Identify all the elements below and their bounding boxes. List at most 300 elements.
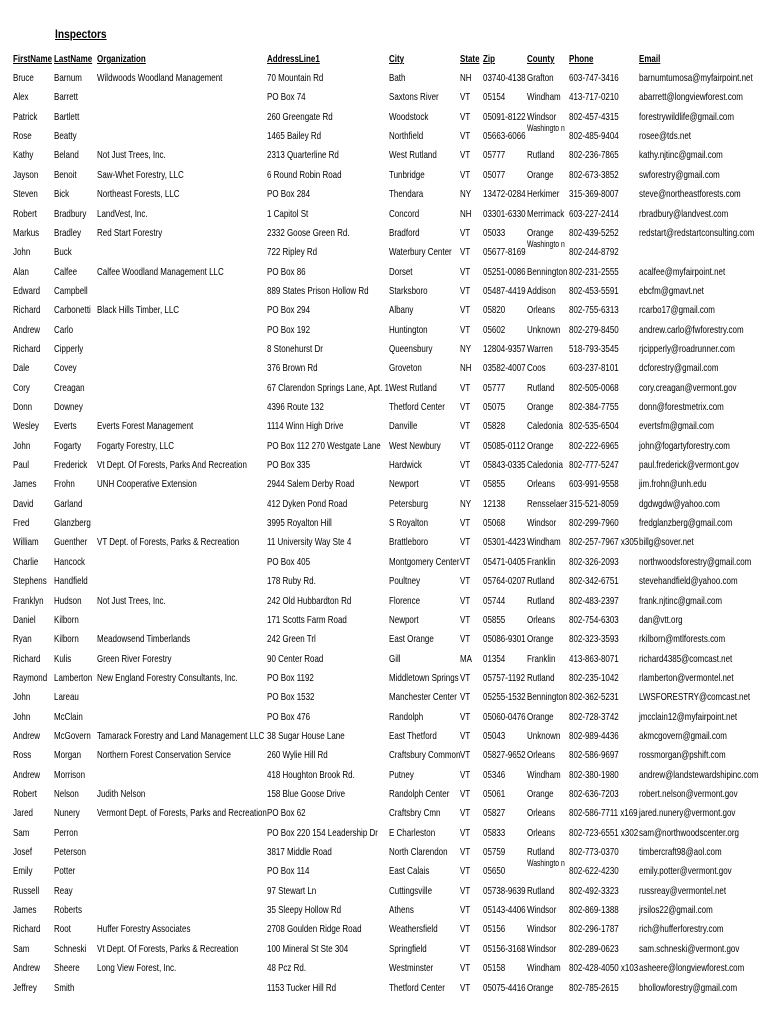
cell-city: Concord <box>389 207 420 220</box>
cell-first: Franklyn <box>13 594 44 607</box>
cell-org: New England Forestry Consultants, Inc. <box>97 671 238 684</box>
cell-county: Orange <box>527 401 554 413</box>
cell-county: Orleans <box>527 613 555 626</box>
cell-city: Newport <box>389 478 419 491</box>
cell-last: Morgan <box>54 749 82 762</box>
cell-state: VT <box>460 478 471 491</box>
cell-addr: 67 Clarendon Springs Lane, Apt. 1 <box>267 381 390 394</box>
cell-first: Robert <box>13 207 37 220</box>
cell-email: fredglanzberg@gmail.com <box>639 517 733 529</box>
cell-addr: 171 Scotts Farm Road <box>267 613 347 626</box>
cell-county: Rutland <box>527 594 555 607</box>
cell-zip: 05143-4406 <box>483 904 526 917</box>
cell-phone: 413-717-0210 <box>569 91 619 104</box>
cell-city: North Clarendon <box>389 846 448 858</box>
cell-email: dgdwgdw@yahoo.com <box>639 497 720 510</box>
cell-zip: 05487-4419 <box>483 284 526 297</box>
cell-zip: 05077 <box>483 168 506 181</box>
cell-first: James <box>13 478 37 491</box>
cell-county: Windham <box>527 768 561 781</box>
table-row <box>0 632 770 651</box>
cell-state: VT <box>460 246 471 259</box>
table-row <box>0 981 770 1000</box>
table-row <box>0 458 770 477</box>
cell-county: Orleans <box>527 478 555 491</box>
cell-email: rosee@tds.net <box>639 130 692 143</box>
cell-last: Creagan <box>54 381 85 394</box>
cell-city: Woodstock <box>389 110 429 123</box>
cell-state: VT <box>460 788 471 800</box>
cell-zip: 05156 <box>483 923 506 936</box>
cell-email: rossmorgan@pshift.com <box>639 749 726 762</box>
cell-last: Beatty <box>54 130 77 143</box>
table-row <box>0 574 770 593</box>
cell-zip: 05738-9639 <box>483 884 526 897</box>
table-row <box>0 903 770 922</box>
cell-zip: 05855 <box>483 478 506 491</box>
cell-org: Meadowsend Timberlands <box>97 633 191 646</box>
cell-county: Bennington <box>527 265 568 278</box>
cell-email: akmcgovern@gmail.com <box>639 729 727 742</box>
cell-phone: 802-492-3323 <box>569 884 619 897</box>
cell-city: Randolph Center <box>389 788 450 800</box>
cell-city: Montgomery Center <box>389 555 460 568</box>
cell-addr: PO Box 86 <box>267 265 306 278</box>
cell-first: Patrick <box>13 110 38 123</box>
cell-state: VT <box>460 749 471 762</box>
cell-addr: 2332 Goose Green Rd. <box>267 226 350 239</box>
cell-org: Everts Forest Management <box>97 420 194 433</box>
cell-first: John <box>13 439 31 452</box>
cell-county: Windsor <box>527 517 557 529</box>
cell-email: rich@hufferforestry.com <box>639 923 724 936</box>
cell-county: Caledonia <box>527 420 563 433</box>
cell-state: NH <box>460 362 472 375</box>
cell-email: rcarbo17@gmail.com <box>639 304 715 317</box>
cell-org: Not Just Trees, Inc. <box>97 594 166 607</box>
cell-zip: 05346 <box>483 768 506 781</box>
cell-org: Long View Forest, Inc. <box>97 962 177 975</box>
table-row <box>0 768 770 787</box>
sheet-title: Inspectors <box>55 27 107 41</box>
cell-state: VT <box>460 729 471 742</box>
table-row <box>0 123 770 148</box>
header-state: State <box>460 53 480 65</box>
cell-first: John <box>13 710 31 723</box>
table-row <box>0 207 770 226</box>
cell-state: VT <box>460 846 471 858</box>
cell-last: Lareau <box>54 691 79 704</box>
table-row <box>0 381 770 400</box>
cell-last: Sheere <box>54 962 80 975</box>
cell-last: Perron <box>54 826 78 839</box>
cell-addr: PO Box 476 <box>267 710 311 723</box>
cell-state: VT <box>460 807 471 820</box>
cell-state: VT <box>460 691 471 704</box>
cell-city: West Rutland <box>389 149 437 162</box>
cell-city: Dorset <box>389 265 413 278</box>
cell-email: dcforestry@gmail.com <box>639 362 719 375</box>
cell-last: Cipperly <box>54 342 84 355</box>
cell-zip: 05033 <box>483 226 506 239</box>
table-row <box>0 961 770 980</box>
table-row <box>0 439 770 458</box>
cell-zip: 05757-1192 <box>483 671 526 684</box>
cell-last: Frohn <box>54 478 75 491</box>
cell-last: Bick <box>54 188 70 201</box>
cell-state: NY <box>460 188 472 201</box>
table-row <box>0 555 770 574</box>
cell-addr: 4396 Route 132 <box>267 401 324 413</box>
cell-county: Franklin <box>527 652 556 665</box>
table-row <box>0 71 770 90</box>
cell-email: billg@sover.net <box>639 536 694 549</box>
cell-state: VT <box>460 420 471 433</box>
cell-phone: 315-369-8007 <box>569 188 619 201</box>
cell-zip: 05833 <box>483 826 506 839</box>
cell-phone: 603-991-9558 <box>569 478 619 491</box>
cell-city: Petersburg <box>389 497 429 510</box>
cell-last: Hancock <box>54 555 86 568</box>
cell-email: barnumtumosa@myfairpoint.net <box>639 72 753 84</box>
cell-city: Groveton <box>389 362 422 375</box>
cell-state: VT <box>460 91 471 104</box>
cell-addr: PO Box 405 <box>267 555 311 568</box>
cell-email: paul.frederick@vermont.gov <box>639 459 739 471</box>
cell-county: Orange <box>527 788 554 800</box>
cell-last: Kulis <box>54 652 72 665</box>
table-row <box>0 826 770 845</box>
cell-state: VT <box>460 884 471 897</box>
table-row <box>0 284 770 303</box>
table-row <box>0 148 770 167</box>
cell-last: Calfee <box>54 265 78 278</box>
table-row <box>0 303 770 322</box>
cell-county: Windham <box>527 962 561 975</box>
cell-email: russreay@vermontel.net <box>639 884 727 897</box>
cell-addr: PO Box 335 <box>267 459 311 471</box>
cell-first: Steven <box>13 188 38 201</box>
table-row <box>0 90 770 109</box>
cell-city: Hardwick <box>389 459 422 471</box>
cell-last: Kilborn <box>54 613 79 626</box>
cell-zip: 05068 <box>483 517 506 529</box>
cell-last: Peterson <box>54 846 86 858</box>
cell-last: Glanzberg <box>54 517 91 529</box>
cell-addr: 2313 Quarterline Rd <box>267 149 339 162</box>
cell-zip: 05251-0086 <box>483 265 526 278</box>
cell-state: VT <box>460 265 471 278</box>
table-row <box>0 226 770 245</box>
cell-email: jim.frohn@unh.edu <box>639 478 707 491</box>
cell-phone: 802-279-8450 <box>569 323 619 336</box>
cell-last: Hudson <box>54 594 82 607</box>
cell-first: Wesley <box>13 420 40 433</box>
cell-last: McClain <box>54 710 83 723</box>
cell-zip: 05471-0405 <box>483 555 526 568</box>
cell-email: andrew.carlo@fwforestry.com <box>639 323 744 336</box>
table-row <box>0 497 770 516</box>
cell-state: VT <box>460 981 471 994</box>
cell-last: Bradley <box>54 226 82 239</box>
cell-phone: 802-785-2615 <box>569 981 619 994</box>
cell-zip: 05060-0476 <box>483 710 526 723</box>
cell-first: Alex <box>13 91 29 104</box>
cell-email: redstart@redstartconsulting.com <box>639 226 755 239</box>
cell-phone: 802-289-0623 <box>569 942 619 955</box>
cell-first: Richard <box>13 342 41 355</box>
cell-addr: 8 Stonehurst Dr <box>267 342 323 355</box>
cell-org: Huffer Forestry Associates <box>97 923 191 936</box>
cell-phone: 802-380-1980 <box>569 768 619 781</box>
cell-email: rkilborn@mtlforests.com <box>639 633 726 646</box>
cell-last: Beland <box>54 149 79 162</box>
cell-org: Northern Forest Conservation Service <box>97 749 231 762</box>
cell-email: jrsilos22@gmail.com <box>639 904 713 917</box>
cell-first: Sam <box>13 942 30 955</box>
cell-email: swforestry@gmail.com <box>639 168 720 181</box>
cell-org: Wildwoods Woodland Management <box>97 72 223 84</box>
cell-last: Buck <box>54 246 72 259</box>
cell-addr: 48 Pcz Rd. <box>267 962 307 975</box>
cell-phone: 802-483-2397 <box>569 594 619 607</box>
cell-first: Andrew <box>13 729 41 742</box>
cell-first: Stephens <box>13 575 47 588</box>
cell-first: Ross <box>13 749 32 762</box>
cell-phone: 603-237-8101 <box>569 362 619 375</box>
cell-org: Judith Nelson <box>97 788 146 800</box>
cell-email: abarrett@longviewforest.com <box>639 91 743 104</box>
cell-addr: 97 Stewart Ln <box>267 884 317 897</box>
cell-county: Orange <box>527 710 554 723</box>
cell-phone: 802-362-5231 <box>569 691 619 704</box>
cell-phone: 802-296-1787 <box>569 923 619 936</box>
cell-addr: 90 Center Road <box>267 652 324 665</box>
cell-addr: 242 Old Hubbardton Rd <box>267 594 352 607</box>
cell-zip: 05158 <box>483 962 506 975</box>
cell-org: Red Start Forestry <box>97 226 163 239</box>
cell-city: Cuttingsville <box>389 884 433 897</box>
cell-last: Roberts <box>54 904 82 917</box>
cell-city: Bath <box>389 72 406 84</box>
cell-zip: 01354 <box>483 652 506 665</box>
cell-email: acalfee@myfairpoint.net <box>639 265 726 278</box>
cell-phone: 802-231-2555 <box>569 265 619 278</box>
cell-addr: PO Box 284 <box>267 188 311 201</box>
cell-phone: 802-755-6313 <box>569 304 619 317</box>
cell-addr: 889 States Prison Hollow Rd <box>267 284 369 297</box>
cell-county: Windsor <box>527 942 557 955</box>
cell-email: evertsfm@gmail.com <box>639 420 715 433</box>
cell-last: Everts <box>54 420 77 433</box>
cell-phone: 802-777-5247 <box>569 459 619 471</box>
cell-last: Root <box>54 923 71 936</box>
cell-zip: 05085-0112 <box>483 439 526 452</box>
cell-city: Bradford <box>389 226 420 239</box>
cell-phone: 802-586-9697 <box>569 749 619 762</box>
header-organization: Organization <box>97 53 146 65</box>
cell-addr: 1114 Winn High Drive <box>267 420 344 433</box>
cell-email: jmcclain12@myfairpoint.net <box>639 710 738 723</box>
cell-phone: 802-235-1042 <box>569 671 619 684</box>
cell-county: Herkimer <box>527 188 560 201</box>
cell-phone: 802-505-0068 <box>569 381 619 394</box>
cell-last: Garland <box>54 497 83 510</box>
cell-phone: 518-793-3545 <box>569 342 619 355</box>
cell-email: rbradbury@landvest.com <box>639 207 729 220</box>
cell-email: forestrywildlife@gmail.com <box>639 110 735 123</box>
cell-zip: 05777 <box>483 149 506 162</box>
cell-last: Carlo <box>54 323 74 336</box>
cell-city: Newport <box>389 613 419 626</box>
cell-addr: 35 Sleepy Hollow Rd <box>267 904 342 917</box>
cell-zip: 05828 <box>483 420 506 433</box>
cell-phone: 802-485-9404 <box>569 130 619 143</box>
cell-last: Guenther <box>54 536 88 549</box>
cell-county: Windsor <box>527 904 557 917</box>
cell-city: Albany <box>389 304 414 317</box>
table-row <box>0 710 770 729</box>
cell-city: Saxtons River <box>389 91 439 104</box>
table-row <box>0 729 770 748</box>
cell-zip: 03740-4138 <box>483 72 526 84</box>
cell-email: dan@vtt.org <box>639 613 683 626</box>
cell-addr: 1153 Tucker Hill Rd <box>267 981 337 994</box>
cell-phone: 802-428-4050 x103 <box>569 962 639 975</box>
cell-zip: 13472-0284 <box>483 188 526 201</box>
cell-state: NY <box>460 497 472 510</box>
cell-email: cory.creagan@vermont.gov <box>639 381 737 394</box>
cell-zip: 05156-3168 <box>483 942 526 955</box>
cell-first: Ryan <box>13 633 32 646</box>
cell-first: Andrew <box>13 323 41 336</box>
cell-state: VT <box>460 942 471 955</box>
table-row <box>0 361 770 380</box>
cell-county: Franklin <box>527 555 556 568</box>
cell-org: Not Just Trees, Inc. <box>97 149 166 162</box>
cell-county: Windsor <box>527 110 557 123</box>
header-phone: Phone <box>569 53 594 65</box>
cell-org: Fogarty Forestry, LLC <box>97 439 175 452</box>
header-email: Email <box>639 53 661 65</box>
cell-first: William <box>13 536 39 549</box>
cell-last: McGovern <box>54 729 91 742</box>
cell-phone: 802-636-7203 <box>569 788 619 800</box>
cell-phone: 802-257-7967 x305 <box>569 536 639 549</box>
cell-last: Schneski <box>54 942 87 955</box>
cell-phone: 315-521-8059 <box>569 497 619 510</box>
cell-phone: 802-586-7711 x169 <box>569 807 638 820</box>
cell-email: kathy.njtinc@gmail.com <box>639 149 723 162</box>
cell-county: Bennington <box>527 691 568 704</box>
cell-last: Potter <box>54 865 76 878</box>
cell-addr: PO Box 74 <box>267 91 306 104</box>
cell-org: VT Dept. of Forests, Parks & Recreation <box>97 536 240 549</box>
cell-addr: PO Box 220 154 Leadership Dr <box>267 826 378 839</box>
cell-last: Barrett <box>54 91 78 104</box>
table-row <box>0 806 770 825</box>
table-row <box>0 922 770 941</box>
cell-first: Andrew <box>13 768 41 781</box>
cell-last: Smith <box>54 981 75 994</box>
cell-org: Tamarack Forestry and Land Management LLC <box>97 729 265 742</box>
cell-city: Middletown Springs <box>389 671 459 684</box>
cell-city: Huntington <box>389 323 428 336</box>
cell-addr: 6 Round Robin Road <box>267 168 342 181</box>
table-row <box>0 419 770 438</box>
cell-addr: 1465 Bailey Rd <box>267 130 322 143</box>
cell-last: Fogarty <box>54 439 82 452</box>
cell-zip: 05843-0335 <box>483 459 526 471</box>
cell-addr: 260 Greengate Rd <box>267 110 333 123</box>
cell-state: VT <box>460 865 471 878</box>
cell-zip: 05827-9652 <box>483 749 526 762</box>
cell-phone: 802-323-3593 <box>569 633 619 646</box>
cell-phone: 802-439-5252 <box>569 226 619 239</box>
table-row <box>0 323 770 342</box>
cell-county: Washingto n <box>527 858 565 869</box>
cell-first: Edward <box>13 284 41 297</box>
table-row <box>0 884 770 903</box>
table-row <box>0 168 770 187</box>
cell-phone: 802-384-7755 <box>569 401 619 413</box>
cell-phone: 802-299-7960 <box>569 517 619 529</box>
cell-zip: 05764-0207 <box>483 575 526 588</box>
cell-email: rlamberton@vermontel.net <box>639 671 734 684</box>
cell-county: Rutland <box>527 575 555 588</box>
cell-addr: 242 Green Trl <box>267 633 316 646</box>
cell-last: Nunery <box>54 807 80 820</box>
cell-addr: 178 Ruby Rd. <box>267 575 316 588</box>
cell-phone: 603-747-3416 <box>569 72 619 84</box>
cell-last: Benoit <box>54 168 77 181</box>
cell-zip: 05154 <box>483 91 506 104</box>
cell-addr: 3995 Royalton Hill <box>267 517 332 529</box>
cell-org: Saw-Whet Forestry, LLC <box>97 168 184 181</box>
cell-first: Jared <box>13 807 33 820</box>
cell-city: West Rutland <box>389 381 437 394</box>
cell-first: Dale <box>13 362 30 375</box>
cell-state: VT <box>460 149 471 162</box>
cell-addr: 3817 Middle Road <box>267 846 332 858</box>
cell-last: Bradbury <box>54 207 87 220</box>
cell-email: richard4385@comcast.net <box>639 652 733 665</box>
cell-phone: 603-227-2414 <box>569 207 619 220</box>
cell-phone: 802-622-4230 <box>569 865 619 878</box>
cell-city: Craftsbury Common <box>389 749 461 762</box>
cell-first: Richard <box>13 304 41 317</box>
cell-county: Orange <box>527 226 554 239</box>
cell-zip: 05663-6066 <box>483 130 526 143</box>
cell-addr: PO Box 62 <box>267 807 306 820</box>
cell-state: VT <box>460 826 471 839</box>
table-row <box>0 535 770 554</box>
cell-email: donn@forestmetrix.com <box>639 401 724 413</box>
cell-state: VT <box>460 671 471 684</box>
cell-first: Markus <box>13 226 40 239</box>
cell-addr: 1 Capitol St <box>267 207 309 220</box>
table-row <box>0 942 770 961</box>
cell-org: Northeast Forests, LLC <box>97 188 180 201</box>
cell-city: Westminster <box>389 962 434 975</box>
cell-zip: 05777 <box>483 381 506 394</box>
cell-first: Josef <box>13 846 33 858</box>
cell-last: Carbonetti <box>54 304 91 317</box>
cell-county: Grafton <box>527 72 554 84</box>
cell-phone: 802-342-6751 <box>569 575 619 588</box>
cell-county: Addison <box>527 284 556 297</box>
cell-addr: 11 University Way Ste 4 <box>267 536 352 549</box>
